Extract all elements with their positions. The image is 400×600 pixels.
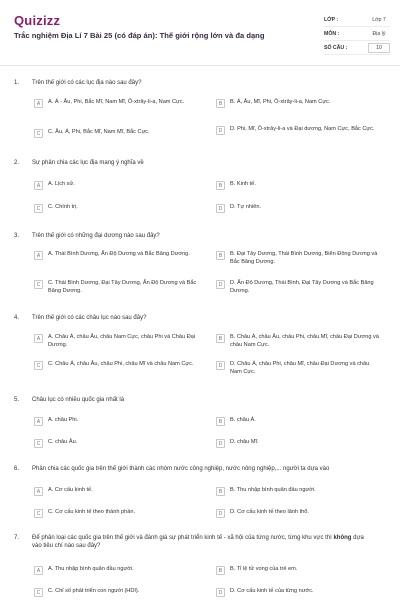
option-text: B. Kinh tế. bbox=[230, 181, 256, 187]
option-letter-badge: D bbox=[216, 439, 225, 448]
option-text: D. Cơ cấu kinh tế theo lãnh thổ. bbox=[230, 509, 309, 515]
option-text: C. Cơ cấu kinh tế theo thành phần. bbox=[48, 509, 136, 515]
quiz-header bbox=[0, 0, 400, 66]
option-text: D. Ấn Độ Dương, Thái Bình, Đại Tây Dương và Bắc Băng Dương. bbox=[230, 280, 374, 294]
option-a[interactable] bbox=[34, 99, 200, 108]
option-c[interactable] bbox=[34, 361, 200, 370]
option-d[interactable] bbox=[216, 361, 382, 376]
question-number: 5. bbox=[14, 397, 20, 403]
option-c[interactable] bbox=[34, 129, 200, 138]
question-header bbox=[14, 534, 372, 550]
meta-value: Lớp 7 bbox=[372, 16, 386, 23]
option-text: C. châu Âu. bbox=[48, 439, 78, 445]
option-b[interactable] bbox=[216, 566, 382, 575]
option-b[interactable] bbox=[216, 99, 382, 108]
meta-row-question-count bbox=[324, 41, 390, 55]
meta-value: Địa lý bbox=[372, 30, 386, 37]
option-text: C. Chính trị. bbox=[48, 204, 78, 210]
option-d[interactable] bbox=[216, 439, 382, 448]
option-text: D. Cơ cấu kinh tế của từng nước. bbox=[230, 588, 314, 594]
option-letter-badge: B bbox=[216, 417, 225, 426]
option-b[interactable] bbox=[216, 334, 382, 349]
option-text: A. châu Phi. bbox=[48, 417, 79, 423]
meta-value: 10 bbox=[368, 43, 390, 53]
question-header bbox=[14, 396, 372, 404]
option-text: C. Chỉ số phát triển con người (HDI). bbox=[48, 588, 140, 594]
option-b[interactable] bbox=[216, 181, 382, 190]
option-text: D. Châu Á, châu Phi, châu Mĩ, châu Đại Dương và châu Nam Cực. bbox=[230, 361, 370, 375]
option-a[interactable] bbox=[34, 487, 200, 496]
question-header bbox=[14, 159, 372, 167]
page-title: Trắc nghiệm Địa Lí 7 Bài 25 (có đáp án): Thế giới rộng lớn và đa dạng bbox=[14, 31, 265, 40]
option-letter-badge: D bbox=[216, 361, 225, 370]
question-number: 6. bbox=[14, 466, 20, 472]
option-c[interactable] bbox=[34, 439, 200, 448]
question-text: Trên thế giới có các châu lục nào sau đây? bbox=[32, 315, 147, 321]
question-text: Trên thế giới có những đại dương nào sau đây? bbox=[32, 233, 160, 239]
option-b[interactable] bbox=[216, 487, 382, 496]
option-text: A. Châu Á, châu Âu, châu Nam Cực, châu Phi và Châu Đại Dương. bbox=[48, 334, 196, 348]
option-text: D. châu Mĩ. bbox=[230, 439, 259, 445]
option-d[interactable] bbox=[216, 204, 382, 213]
meta-key: MÔN : bbox=[324, 30, 340, 37]
option-letter-badge: B bbox=[216, 566, 225, 575]
option-letter-badge: C bbox=[34, 509, 43, 518]
option-letter-badge: D bbox=[216, 204, 225, 213]
option-text: B. châu Á. bbox=[230, 417, 256, 423]
question-header bbox=[14, 232, 372, 240]
option-text: A. Cơ cấu kinh tế. bbox=[48, 487, 93, 493]
option-text: C. Châu Á, châu Âu, châu Phi, châu Mĩ và châu Nam Cực. bbox=[48, 361, 194, 367]
option-letter-badge: C bbox=[34, 439, 43, 448]
option-letter-badge: A bbox=[34, 566, 43, 575]
quiz-meta bbox=[324, 13, 390, 55]
option-letter-badge: D bbox=[216, 280, 225, 289]
question-number: 3. bbox=[14, 233, 20, 239]
option-text: C. Thái Bình Dương, Đại Tây Dương, Ấn Độ Dương và Bắc Băng Dương. bbox=[48, 280, 197, 294]
option-a[interactable] bbox=[34, 251, 200, 260]
option-text: B. Đại Tây Dương, Thái Bình Dương, Biển Đông Dương và Bắc Băng Dương. bbox=[230, 251, 378, 265]
option-letter-badge: A bbox=[34, 334, 43, 343]
option-letter-badge: A bbox=[34, 99, 43, 108]
option-letter-badge: D bbox=[216, 509, 225, 518]
question-number: 1. bbox=[14, 80, 20, 86]
option-text: B. Á, Âu, Mĩ, Phi, Ô-xtrây-li-a, Nam Cực. bbox=[230, 99, 331, 105]
option-d[interactable] bbox=[216, 509, 382, 518]
option-c[interactable] bbox=[34, 509, 200, 518]
question-header bbox=[14, 314, 372, 322]
option-letter-badge: C bbox=[34, 129, 43, 138]
option-letter-badge: A bbox=[34, 487, 43, 496]
option-text: B. Tỉ lệ tử vong của trẻ em. bbox=[230, 566, 298, 572]
question-text-start: Để phân loại các quốc gia trên thế giới và đánh giá sự phát triển kinh tế - xã hội của từng nước, từng khu vực thì bbox=[32, 535, 334, 541]
option-d[interactable] bbox=[216, 588, 382, 597]
option-letter-badge: C bbox=[34, 361, 43, 370]
question-number: 7. bbox=[14, 535, 20, 541]
option-letter-badge: C bbox=[34, 588, 43, 597]
option-text: A. Lịch sử. bbox=[48, 181, 75, 187]
meta-key: SỐ CÂU : bbox=[324, 44, 348, 51]
option-d[interactable] bbox=[216, 280, 382, 295]
option-text: A. Thu nhập bình quân đầu người. bbox=[48, 566, 134, 572]
option-letter-badge: A bbox=[34, 251, 43, 260]
option-letter-badge: A bbox=[34, 181, 43, 190]
question-number: 2. bbox=[14, 160, 20, 166]
option-text: B. Châu Á, châu Âu, châu Phi, châu Mĩ, châu Đại Dương và châu Nam Cực. bbox=[230, 334, 379, 348]
option-a[interactable] bbox=[34, 334, 200, 349]
question-text bbox=[32, 534, 372, 550]
option-text: D. Tự nhiên. bbox=[230, 204, 262, 210]
option-text: A. Thái Bình Dương, Ấn Độ Dương và Bắc Băng Dương. bbox=[48, 251, 190, 257]
option-letter-badge: B bbox=[216, 99, 225, 108]
option-c[interactable] bbox=[34, 588, 200, 597]
question-text: Phân chia các quốc gia trên thế giới thành các nhóm nước công nghiệp, nước nông nghiệp,... người ta dựa vào bbox=[32, 466, 330, 472]
question-text-end: dựa vào tiêu chí nào sau đây? bbox=[32, 535, 364, 549]
question-header bbox=[14, 79, 372, 87]
question-text: Trên thế giới có các lục địa nào sau đây? bbox=[32, 80, 142, 86]
option-letter-badge: D bbox=[216, 126, 225, 135]
quizizz-logo: Quizizz bbox=[14, 13, 61, 28]
question-header bbox=[14, 465, 372, 473]
option-letter-badge: B bbox=[216, 181, 225, 190]
option-letter-badge: B bbox=[216, 487, 225, 496]
option-letter-badge: B bbox=[216, 251, 225, 260]
meta-row-grade bbox=[324, 13, 390, 27]
option-text: D. Phi, Mĩ, Ô-xtrây-li-a và Đại dương, Nam Cực, Bắc Cực. bbox=[230, 126, 375, 132]
option-a[interactable] bbox=[34, 181, 200, 190]
option-letter-badge: D bbox=[216, 588, 225, 597]
option-c[interactable] bbox=[34, 280, 200, 295]
meta-row-subject bbox=[324, 27, 390, 41]
option-letter-badge: A bbox=[34, 417, 43, 426]
option-letter-badge: C bbox=[34, 204, 43, 213]
option-a[interactable] bbox=[34, 417, 200, 426]
option-text: A. Á - Âu, Phi, Bắc Mĩ, Nam Mĩ, Ô-xtrây-li-a, Nam Cực. bbox=[48, 99, 185, 105]
question-text-emphasis: không bbox=[333, 535, 352, 541]
option-a[interactable] bbox=[34, 566, 200, 575]
meta-key: LỚP : bbox=[324, 16, 339, 23]
option-letter-badge: B bbox=[216, 334, 225, 343]
option-text: B. Thu nhập bình quân đầu người. bbox=[230, 487, 316, 493]
option-text: C. Âu, Á, Phi, Bắc Mĩ, Nam Mĩ, Bắc Cực. bbox=[48, 129, 150, 135]
question-number: 4. bbox=[14, 315, 20, 321]
option-b[interactable] bbox=[216, 417, 382, 426]
question-text: Sự phân chia các lục địa mang ý nghĩa về bbox=[32, 160, 144, 166]
option-b[interactable] bbox=[216, 251, 382, 266]
option-c[interactable] bbox=[34, 204, 200, 213]
option-d[interactable] bbox=[216, 126, 382, 135]
question-text: Châu lục có nhiều quốc gia nhất là bbox=[32, 397, 125, 403]
option-letter-badge: C bbox=[34, 280, 43, 289]
